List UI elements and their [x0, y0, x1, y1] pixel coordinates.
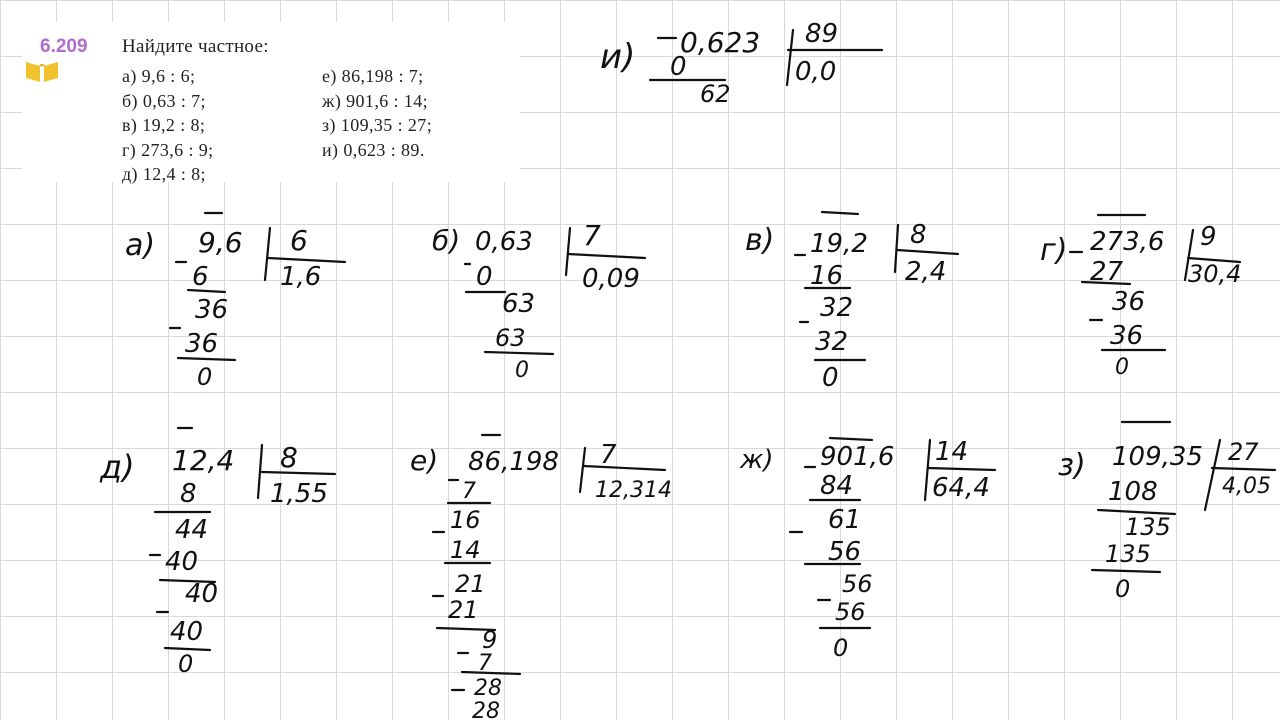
step: 32 [820, 293, 854, 323]
task-item: е) 86,198 : 7; [322, 66, 424, 86]
step: 84 [820, 471, 854, 501]
step: 16 [810, 261, 844, 291]
step: 56 [842, 570, 873, 598]
dividend: 109,35 [1112, 442, 1203, 472]
step: 0 [822, 363, 839, 393]
quotient: 4,05 [1222, 474, 1271, 499]
step: 135 [1105, 540, 1151, 568]
dividend: 901,6 [820, 442, 895, 472]
step: 0 [178, 650, 194, 678]
step: 27 [1090, 257, 1124, 287]
step: 0 [476, 262, 493, 292]
dividend: 0,623 [680, 26, 761, 59]
divisor: 9 [1200, 222, 1217, 252]
quotient: 0,09 [582, 264, 640, 294]
quotient: 12,314 [595, 478, 672, 503]
dividend: 86,198 [468, 447, 559, 477]
task-heading: Найдите частное: [122, 36, 269, 57]
solution-label: а) [125, 228, 156, 263]
task-item: и) 0,623 : 89. [322, 139, 425, 160]
step: 0 [1115, 575, 1131, 603]
task-item: г) 273,6 : 9; [122, 139, 214, 160]
solution-label: д) [100, 448, 135, 486]
divisor: 6 [290, 224, 308, 257]
step: 28 [474, 676, 502, 701]
dividend: 0,63 [475, 227, 533, 257]
task-item: б) 0,63 : 7; [122, 90, 206, 111]
step: 6 [192, 262, 209, 292]
step: 36 [185, 329, 219, 359]
quotient: 1,6 [280, 262, 322, 292]
divisor: 8 [910, 220, 927, 250]
step: 44 [175, 515, 209, 545]
step: 0 [515, 358, 529, 383]
task-item: ж) 901,6 : 14; [322, 90, 429, 111]
step: 36 [195, 295, 229, 325]
divisor: 8 [280, 441, 298, 474]
step: 40 [185, 579, 219, 609]
step: 7 [462, 479, 476, 504]
quotient: 64,4 [932, 473, 990, 503]
solution-label: б) [432, 224, 461, 257]
solution-label: е) [410, 444, 439, 477]
step: 62 [700, 80, 731, 108]
task-number: 6.209 [40, 36, 88, 57]
step: 0 [197, 363, 213, 391]
step: 36 [1112, 287, 1146, 317]
step: 28 [472, 699, 500, 720]
dividend: 9,6 [198, 226, 243, 259]
step: 63 [495, 324, 526, 352]
dividend: 12,4 [172, 444, 235, 477]
step: 7 [478, 651, 492, 676]
divisor: 27 [1228, 438, 1259, 466]
step: 32 [815, 327, 849, 357]
step: 36 [1110, 321, 1144, 351]
step: 108 [1108, 477, 1158, 507]
solution-label: ж) [740, 445, 774, 475]
task-item: в) 19,2 : 8; [122, 115, 206, 135]
step: 21 [448, 596, 479, 624]
step: 40 [165, 547, 199, 577]
step: 63 [502, 289, 536, 319]
solution-label: з) [1058, 448, 1086, 483]
quotient: 0,0 [795, 57, 837, 87]
task-item: д) 12,4 : 8; [122, 164, 206, 184]
step: 61 [828, 505, 862, 535]
step: 0 [670, 52, 687, 82]
divisor: 7 [583, 219, 601, 252]
divisor: 7 [600, 440, 617, 470]
dividend: 273,6 [1090, 227, 1165, 257]
step: 9 [482, 626, 498, 654]
solution-label: г) [1040, 233, 1068, 268]
step: 56 [828, 537, 862, 567]
step: 0 [833, 634, 849, 662]
divisor: 89 [805, 19, 839, 49]
task-item: а) 9,6 : 6; [122, 66, 196, 86]
step: 8 [180, 479, 197, 509]
dividend: 19,2 [810, 229, 868, 259]
solution-label: и) [600, 37, 636, 77]
step: 14 [450, 536, 481, 564]
step: 21 [455, 570, 486, 598]
task-item: з) 109,35 : 27; [322, 115, 433, 135]
step: 40 [170, 617, 204, 647]
divisor: 14 [935, 437, 969, 467]
solution-label: в) [745, 223, 775, 258]
step: 56 [835, 598, 866, 626]
step: 135 [1125, 513, 1171, 541]
quotient: 1,55 [270, 479, 328, 509]
quotient: 2,4 [905, 257, 947, 287]
step: 0 [1115, 355, 1129, 380]
step: 16 [450, 506, 481, 534]
quotient: 30,4 [1188, 260, 1242, 288]
